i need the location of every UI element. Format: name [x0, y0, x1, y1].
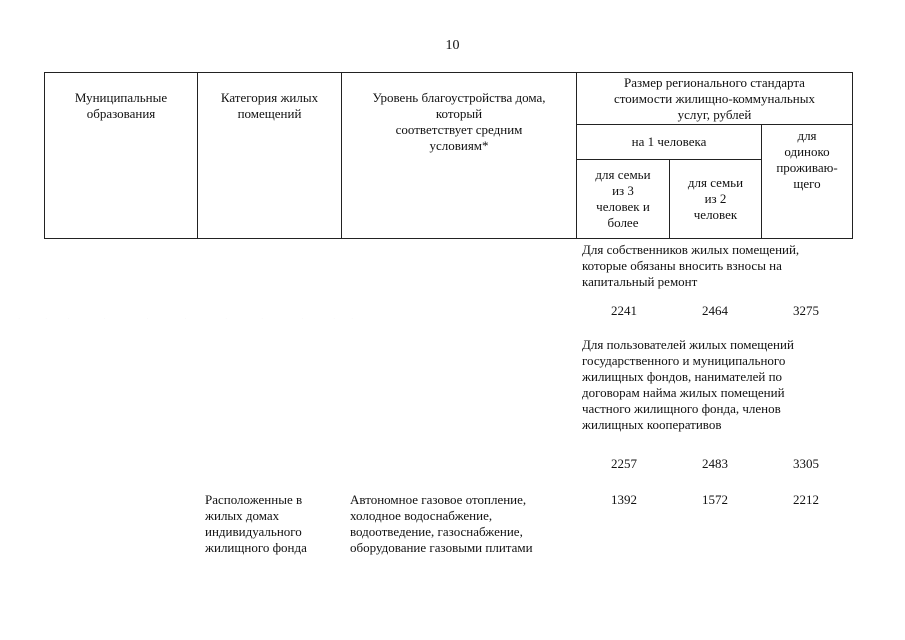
header-level: Уровень благоустройства дома, который соответствует средним условиям* — [372, 90, 546, 153]
header-family-2: для семьи из 2 человек — [687, 175, 744, 222]
header-category: Категория жилых помещений — [220, 90, 319, 121]
owners-value-family2: 2464 — [702, 303, 728, 318]
header-per-person: на 1 человека — [631, 134, 707, 149]
scan-artifact-dots: . . . . . . . . . . . — [18, 312, 354, 319]
header-family-3: для семьи из 3 человек и более — [595, 167, 651, 230]
header-municipal: Муниципальные образования — [74, 90, 168, 121]
owners-value-single: 3275 — [793, 303, 819, 318]
individual-value-family3: 1392 — [611, 492, 637, 507]
individual-value-family2: 1572 — [702, 492, 728, 507]
section-owners-caption: Для собственников жилых помещений, которые обязаны вносить взносы на капитальный ремонт — [582, 242, 800, 289]
header-single: для одиноко проживаю- щего — [776, 128, 838, 191]
users-value-single: 3305 — [793, 456, 819, 471]
row-individual-level: Автономное газовое отопление, холодное водоснабжение, водоотведение, газоснабжение, оборудование газовыми плитами — [350, 492, 533, 555]
section-users-caption: Для пользователей жилых помещений государственного и муниципального жилищных фондов, нанимателей по договорам найма жилых помещений частного жилищного фонда, членов жилищных кооперативов — [582, 337, 794, 432]
row-individual-category: Расположенные в жилых домах индивидуального жилищного фонда — [205, 492, 307, 555]
users-value-family2: 2483 — [702, 456, 728, 471]
owners-value-family3: 2241 — [611, 303, 637, 318]
users-value-family3: 2257 — [611, 456, 637, 471]
individual-value-single: 2212 — [793, 492, 819, 507]
header-standard: Размер регионального стандарта стоимости жилищно-коммунальных услуг, рублей — [614, 75, 815, 122]
page-number: 10 — [445, 38, 460, 53]
